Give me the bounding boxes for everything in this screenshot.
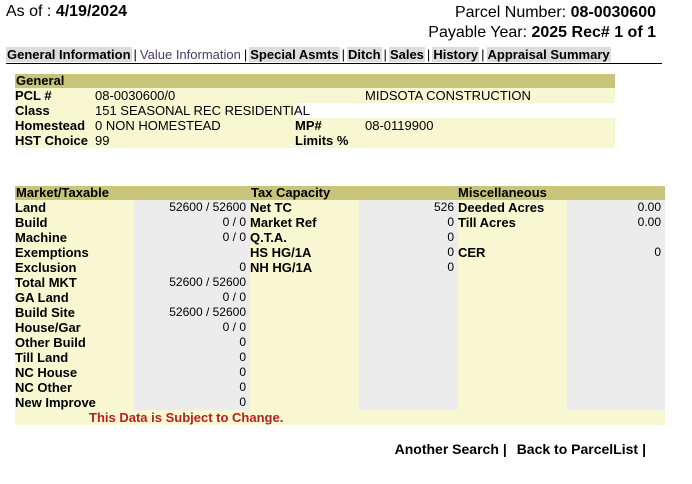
market-value: 52600 / 52600 xyxy=(134,275,250,290)
pcl-label: PCL # xyxy=(15,88,95,103)
notice-bar xyxy=(15,410,665,425)
value-row xyxy=(15,335,665,350)
misc-value xyxy=(567,275,665,290)
misc-value xyxy=(567,290,665,305)
misc-label xyxy=(458,395,567,410)
market-label: GA Land xyxy=(15,290,134,305)
hst-choice-value: 99 xyxy=(95,133,295,148)
general-section-title: General xyxy=(15,74,615,88)
value-row xyxy=(15,275,665,290)
misc-value xyxy=(567,380,665,395)
market-value: 0 / 0 xyxy=(134,290,250,305)
value-row xyxy=(15,290,665,305)
value-row xyxy=(15,245,665,260)
misc-value xyxy=(567,335,665,350)
misc-label xyxy=(458,290,567,305)
misc-label xyxy=(458,350,567,365)
tax-label: NH HG/1A xyxy=(250,260,359,275)
tax-value xyxy=(359,275,458,290)
general-row-homestead xyxy=(15,118,615,133)
tab-general-information[interactable]: General Information xyxy=(7,47,131,62)
misc-label xyxy=(458,365,567,380)
tax-label xyxy=(250,350,359,365)
market-value xyxy=(134,245,250,260)
market-label: House/Gar xyxy=(15,320,134,335)
tax-value: 0 xyxy=(359,230,458,245)
tab-sales[interactable]: Sales xyxy=(389,47,424,62)
market-taxable-title: Market/Taxable xyxy=(16,185,109,200)
tax-value: 0 xyxy=(359,215,458,230)
value-row xyxy=(15,305,665,320)
value-rows xyxy=(15,200,665,425)
tab-special-asmts[interactable]: Special Asmts xyxy=(250,47,339,62)
miscellaneous-title: Miscellaneous xyxy=(458,185,547,200)
market-label: Machine xyxy=(15,230,134,245)
mp-label: MP# xyxy=(295,118,365,133)
footer-separator: | xyxy=(642,441,646,457)
market-label: Exemptions xyxy=(15,245,134,260)
tab-ditch[interactable]: Ditch xyxy=(348,47,381,62)
tax-label: Q.T.A. xyxy=(250,230,359,245)
tax-label: Market Ref xyxy=(250,215,359,230)
market-label: NC Other xyxy=(15,380,134,395)
market-value: 0 xyxy=(134,260,250,275)
tab-separator: | xyxy=(383,47,387,62)
limits-label: Limits % xyxy=(295,133,365,148)
as-of-date-line xyxy=(6,3,127,21)
market-value: 0 / 0 xyxy=(134,320,250,335)
data-subject-to-change-notice: This Data is Subject to Change. xyxy=(89,410,284,425)
limits-value xyxy=(365,133,615,148)
misc-value: 0.00 xyxy=(567,215,665,230)
market-value: 0 xyxy=(134,380,250,395)
tab-separator: | xyxy=(243,47,248,62)
market-label: Build Site xyxy=(15,305,134,320)
tax-value xyxy=(359,290,458,305)
tab-separator: | xyxy=(341,47,346,62)
market-label: Other Build xyxy=(15,335,134,350)
notice-row xyxy=(15,410,665,425)
tab-appraisal-summary[interactable]: Appraisal Summary xyxy=(487,47,610,62)
homestead-label: Homestead xyxy=(15,118,95,133)
misc-value xyxy=(567,395,665,410)
value-row xyxy=(15,260,665,275)
value-row xyxy=(15,230,665,245)
tax-label xyxy=(250,320,359,335)
market-value: 0 xyxy=(134,350,250,365)
value-row xyxy=(15,365,665,380)
general-section xyxy=(15,74,615,148)
value-section-header xyxy=(15,186,665,200)
tax-value: 0 xyxy=(359,260,458,275)
general-row-hst xyxy=(15,133,615,148)
value-row xyxy=(15,200,665,215)
market-value: 52600 / 52600 xyxy=(134,305,250,320)
misc-value xyxy=(567,350,665,365)
tab-separator: | xyxy=(481,47,485,62)
tax-label xyxy=(250,275,359,290)
hst-choice-label: HST Choice xyxy=(15,133,95,148)
misc-label xyxy=(458,230,567,245)
footer-links xyxy=(395,441,652,457)
tax-value xyxy=(359,320,458,335)
misc-label: Till Acres xyxy=(458,215,567,230)
tax-label xyxy=(250,305,359,320)
misc-label xyxy=(458,380,567,395)
value-section xyxy=(15,186,665,425)
misc-value xyxy=(567,305,665,320)
general-row-class xyxy=(15,103,615,118)
tax-value xyxy=(359,380,458,395)
misc-value xyxy=(567,365,665,380)
market-value: 0 xyxy=(134,395,250,410)
misc-label: Deeded Acres xyxy=(458,200,567,215)
tab-history[interactable]: History xyxy=(433,47,479,62)
misc-label xyxy=(458,260,567,275)
market-value: 0 xyxy=(134,365,250,380)
misc-value: 0 xyxy=(567,245,665,260)
owner-name: MIDSOTA CONSTRUCTION xyxy=(365,88,615,103)
tax-label xyxy=(250,380,359,395)
market-label: Land xyxy=(15,200,134,215)
payable-year-label: Payable Year: xyxy=(428,24,528,41)
payable-year-line xyxy=(428,23,656,43)
tab-separator: | xyxy=(133,47,137,62)
tax-label xyxy=(250,335,359,350)
tab-separator: | xyxy=(426,47,431,62)
misc-label xyxy=(458,275,567,290)
tax-label xyxy=(250,290,359,305)
tab-navigation xyxy=(6,47,662,64)
tax-value xyxy=(359,395,458,410)
value-row xyxy=(15,395,665,410)
tax-capacity-title: Tax Capacity xyxy=(251,185,331,200)
misc-label xyxy=(458,335,567,350)
market-label: NC House xyxy=(15,365,134,380)
as-of-date: 4/19/2024 xyxy=(55,3,127,20)
footer-separator: | xyxy=(502,441,507,457)
misc-label xyxy=(458,305,567,320)
market-value: 0 / 0 xyxy=(134,230,250,245)
misc-value: 0.00 xyxy=(567,200,665,215)
as-of-label: As of : xyxy=(6,3,52,20)
parcel-number-line xyxy=(428,3,656,23)
market-value: 0 xyxy=(134,335,250,350)
tax-value: 0 xyxy=(359,245,458,260)
payable-year-value: 2025 Rec# 1 of 1 xyxy=(531,24,656,41)
class-value: 151 SEASONAL REC RESIDENTIAL xyxy=(95,103,310,118)
tax-value xyxy=(359,335,458,350)
misc-value xyxy=(567,230,665,245)
tab-value-information[interactable]: Value Information xyxy=(139,47,241,62)
value-row xyxy=(15,350,665,365)
market-label: Build xyxy=(15,215,134,230)
another-search-link[interactable]: Another Search xyxy=(394,441,499,457)
back-to-parcel-list-link[interactable]: Back to ParcelList xyxy=(516,441,639,457)
value-row xyxy=(15,320,665,335)
parcel-header xyxy=(428,3,656,43)
market-label: Total MKT xyxy=(15,275,134,290)
tax-label: Net TC xyxy=(250,200,359,215)
misc-value xyxy=(567,320,665,335)
market-label: Till Land xyxy=(15,350,134,365)
value-row xyxy=(15,380,665,395)
market-value: 52600 / 52600 xyxy=(134,200,250,215)
pcl-value: 08-0030600/0 xyxy=(95,88,365,103)
market-value: 0 / 0 xyxy=(134,215,250,230)
tax-value: 526 xyxy=(359,200,458,215)
parcel-number: 08-0030600 xyxy=(570,4,656,21)
misc-label xyxy=(458,320,567,335)
homestead-value: 0 NON HOMESTEAD xyxy=(95,118,295,133)
tax-value xyxy=(359,350,458,365)
market-label: New Improve xyxy=(15,395,134,410)
misc-value xyxy=(567,260,665,275)
value-row xyxy=(15,215,665,230)
general-row-pcl xyxy=(15,88,615,103)
tax-label xyxy=(250,365,359,380)
tax-label xyxy=(250,395,359,410)
tax-label: HS HG/1A xyxy=(250,245,359,260)
tax-value xyxy=(359,305,458,320)
parcel-number-label: Parcel Number: xyxy=(454,4,567,21)
class-label: Class xyxy=(15,103,95,118)
misc-label: CER xyxy=(458,245,567,260)
mp-value: 08-0119900 xyxy=(365,118,615,133)
market-label: Exclusion xyxy=(15,260,134,275)
tax-value xyxy=(359,365,458,380)
